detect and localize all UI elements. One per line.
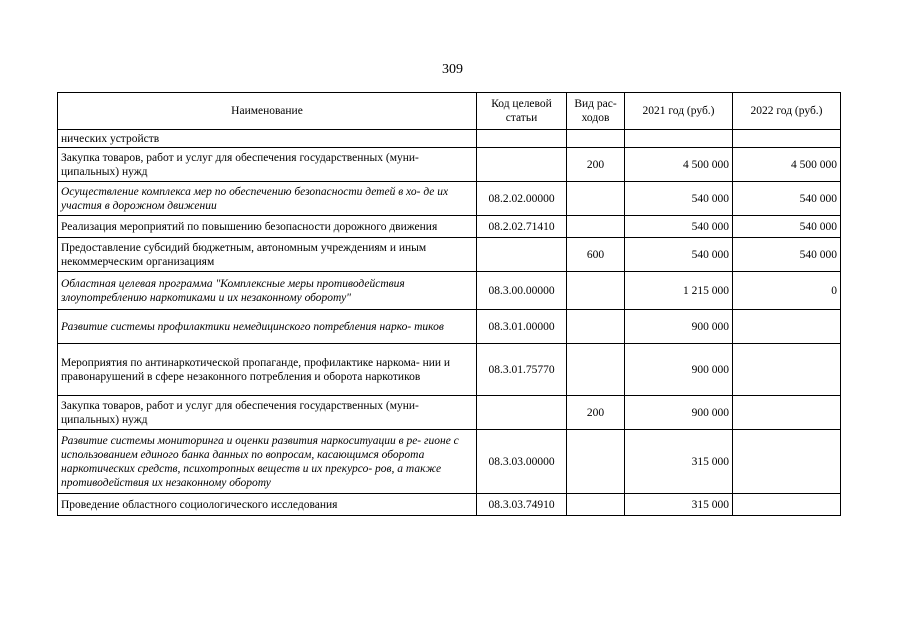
row-expense-type-cell (567, 430, 625, 494)
row-2022-cell (733, 430, 841, 494)
row-2022-cell: 540 000 (733, 238, 841, 272)
row-code-cell (477, 130, 567, 148)
row-2022-cell: 4 500 000 (733, 148, 841, 182)
row-2021-cell: 540 000 (625, 182, 733, 216)
row-expense-type-cell (567, 310, 625, 344)
budget-table (57, 92, 841, 516)
header-name: Наименование (58, 93, 477, 130)
table-row (58, 344, 841, 396)
row-expense-type-cell (567, 130, 625, 148)
row-2022-cell (733, 344, 841, 396)
row-2021-cell: 900 000 (625, 344, 733, 396)
page-number: 309 (442, 62, 463, 77)
row-expense-type-cell (567, 216, 625, 238)
row-2021-cell: 1 215 000 (625, 272, 733, 310)
table-row (58, 272, 841, 310)
row-2022-cell (733, 310, 841, 344)
row-2021-cell: 900 000 (625, 310, 733, 344)
table-row (58, 430, 841, 494)
row-expense-type-cell (567, 494, 625, 516)
row-name-cell: Осуществление комплекса мер по обеспечению безопасности детей в хо- де их участия в дорожном движении (58, 182, 477, 216)
row-2021-cell: 540 000 (625, 216, 733, 238)
row-code-cell (477, 238, 567, 272)
row-2021-cell: 900 000 (625, 396, 733, 430)
row-2022-cell: 540 000 (733, 216, 841, 238)
row-2022-cell: 0 (733, 272, 841, 310)
row-expense-type-cell: 600 (567, 238, 625, 272)
table-row (58, 182, 841, 216)
row-name-cell: нических устройств (58, 130, 477, 148)
row-2021-cell (625, 130, 733, 148)
row-code-cell: 08.3.01.75770 (477, 344, 567, 396)
row-name-cell: Мероприятия по антинаркотической пропаганде, профилактике наркома- нии и правонарушений в сфере незаконного потребления и оборота наркотиков (58, 344, 477, 396)
table-row (58, 310, 841, 344)
row-code-cell: 08.3.03.74910 (477, 494, 567, 516)
row-2021-cell: 315 000 (625, 494, 733, 516)
row-name-cell: Развитие системы профилактики немедицинского потребления нарко- тиков (58, 310, 477, 344)
row-2022-cell (733, 494, 841, 516)
row-expense-type-cell (567, 344, 625, 396)
header-expense-type: Вид рас- ходов (567, 93, 625, 130)
header-code: Код целевой статьи (477, 93, 567, 130)
table-header (58, 93, 841, 130)
table-row (58, 216, 841, 238)
row-2021-cell: 315 000 (625, 430, 733, 494)
header-row (58, 93, 841, 130)
row-code-cell (477, 396, 567, 430)
row-expense-type-cell (567, 272, 625, 310)
header-2021: 2021 год (руб.) (625, 93, 733, 130)
table-body (58, 130, 841, 516)
row-code-cell: 08.3.00.00000 (477, 272, 567, 310)
row-2021-cell: 4 500 000 (625, 148, 733, 182)
row-code-cell (477, 148, 567, 182)
row-code-cell: 08.2.02.00000 (477, 182, 567, 216)
table-row (58, 494, 841, 516)
row-name-cell: Реализация мероприятий по повышению безопасности дорожного движения (58, 216, 477, 238)
row-name-cell: Закупка товаров, работ и услуг для обеспечения государственных (муни- ципальных) нужд (58, 148, 477, 182)
row-2022-cell: 540 000 (733, 182, 841, 216)
row-expense-type-cell: 200 (567, 148, 625, 182)
row-2021-cell: 540 000 (625, 238, 733, 272)
table-row (58, 148, 841, 182)
table-row (58, 238, 841, 272)
row-code-cell: 08.3.03.00000 (477, 430, 567, 494)
row-2022-cell (733, 396, 841, 430)
row-name-cell: Областная целевая программа "Комплексные меры противодействия злоупотреблению наркотиками и их незаконному обороту" (58, 272, 477, 310)
row-expense-type-cell (567, 182, 625, 216)
row-code-cell: 08.3.01.00000 (477, 310, 567, 344)
row-expense-type-cell: 200 (567, 396, 625, 430)
table-row (58, 396, 841, 430)
row-name-cell: Проведение областного социологического исследования (58, 494, 477, 516)
row-name-cell: Предоставление субсидий бюджетным, автономным учреждениям и иным некоммерческим организациям (58, 238, 477, 272)
header-2022: 2022 год (руб.) (733, 93, 841, 130)
row-2022-cell (733, 130, 841, 148)
row-name-cell: Развитие системы мониторинга и оценки развития наркоситуации в ре- гионе с использованием единого банка данных по вопросам, касающимся оборота наркотических средств, психотропных веществ и их прекурсо- ров, а также противодействия их незаконному обороту (58, 430, 477, 494)
row-code-cell: 08.2.02.71410 (477, 216, 567, 238)
table-row (58, 130, 841, 148)
row-name-cell: Закупка товаров, работ и услуг для обеспечения государственных (муни- ципальных) нужд (58, 396, 477, 430)
